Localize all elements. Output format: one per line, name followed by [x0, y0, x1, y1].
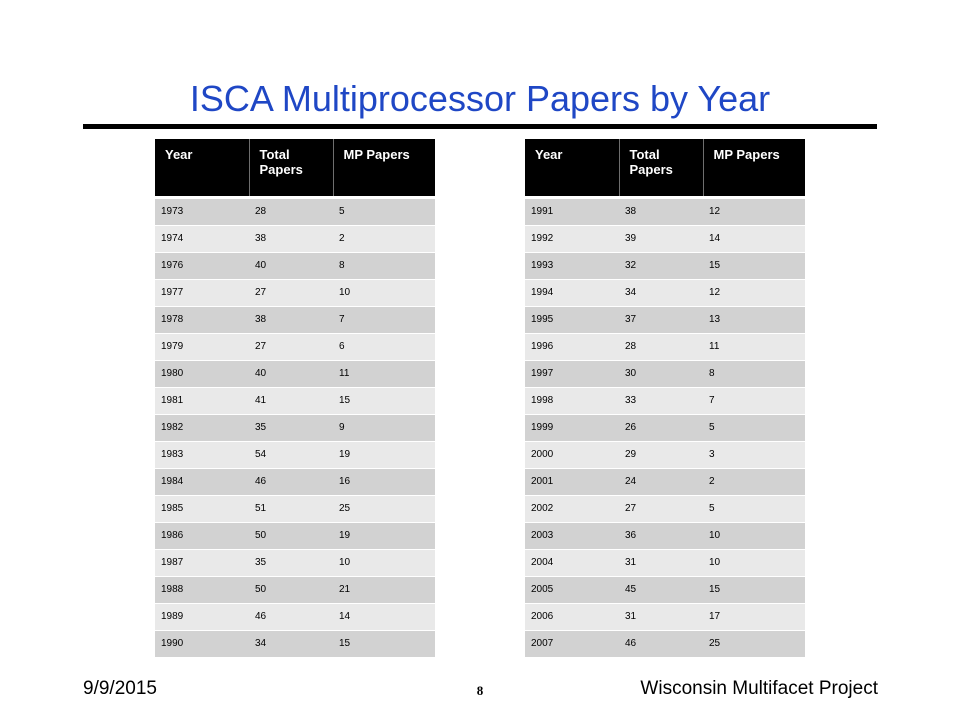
cell-mp-papers: 2 [703, 468, 805, 495]
cell-mp-papers: 5 [703, 495, 805, 522]
papers-table-1973-1990 [155, 139, 435, 657]
table-row [525, 630, 805, 657]
cell-mp-papers: 14 [703, 225, 805, 252]
cell-total-papers: 24 [619, 468, 703, 495]
table-row [525, 549, 805, 576]
cell-total-papers: 46 [249, 468, 333, 495]
table-body [525, 196, 805, 657]
cell-mp-papers: 10 [333, 549, 435, 576]
cell-mp-papers: 10 [703, 522, 805, 549]
cell-year: 2000 [525, 441, 619, 468]
cell-mp-papers: 25 [333, 495, 435, 522]
cell-year: 2002 [525, 495, 619, 522]
table-row [155, 387, 435, 414]
table-row [155, 306, 435, 333]
table-row [525, 360, 805, 387]
cell-mp-papers: 19 [333, 441, 435, 468]
cell-total-papers: 26 [619, 414, 703, 441]
cell-mp-papers: 10 [333, 279, 435, 306]
table-row [525, 468, 805, 495]
cell-year: 1979 [155, 333, 249, 360]
cell-total-papers: 40 [249, 252, 333, 279]
table-body [155, 196, 435, 657]
cell-year: 1995 [525, 306, 619, 333]
table-row [525, 279, 805, 306]
cell-total-papers: 27 [249, 279, 333, 306]
table-row [155, 495, 435, 522]
cell-mp-papers: 8 [333, 252, 435, 279]
cell-total-papers: 27 [249, 333, 333, 360]
cell-year: 1980 [155, 360, 249, 387]
cell-year: 1987 [155, 549, 249, 576]
table-row [155, 549, 435, 576]
table-row [525, 387, 805, 414]
cell-mp-papers: 15 [703, 252, 805, 279]
cell-year: 1997 [525, 360, 619, 387]
cell-mp-papers: 3 [703, 441, 805, 468]
cell-year: 1999 [525, 414, 619, 441]
header-total-papers: Total Papers [249, 139, 333, 196]
header-year: Year [155, 139, 249, 196]
cell-year: 1996 [525, 333, 619, 360]
cell-total-papers: 50 [249, 522, 333, 549]
cell-total-papers: 35 [249, 414, 333, 441]
cell-total-papers: 38 [249, 225, 333, 252]
cell-mp-papers: 21 [333, 576, 435, 603]
cell-total-papers: 37 [619, 306, 703, 333]
footer-project-name: Wisconsin Multifacet Project [640, 678, 878, 699]
table-row [155, 441, 435, 468]
header-year: Year [525, 139, 619, 196]
table-row [525, 198, 805, 225]
cell-total-papers: 33 [619, 387, 703, 414]
cell-year: 2005 [525, 576, 619, 603]
cell-mp-papers: 9 [333, 414, 435, 441]
cell-total-papers: 50 [249, 576, 333, 603]
cell-total-papers: 31 [619, 603, 703, 630]
cell-year: 2007 [525, 630, 619, 657]
cell-total-papers: 28 [249, 198, 333, 225]
title-underline [83, 124, 877, 129]
table-row [155, 252, 435, 279]
cell-total-papers: 41 [249, 387, 333, 414]
cell-year: 1982 [155, 414, 249, 441]
cell-mp-papers: 12 [703, 198, 805, 225]
cell-year: 2003 [525, 522, 619, 549]
cell-total-papers: 36 [619, 522, 703, 549]
cell-year: 2004 [525, 549, 619, 576]
cell-year: 1989 [155, 603, 249, 630]
cell-total-papers: 46 [249, 603, 333, 630]
cell-year: 1986 [155, 522, 249, 549]
cell-year: 1993 [525, 252, 619, 279]
table-row [525, 333, 805, 360]
cell-total-papers: 34 [619, 279, 703, 306]
table-row [155, 603, 435, 630]
cell-total-papers: 32 [619, 252, 703, 279]
cell-mp-papers: 2 [333, 225, 435, 252]
cell-year: 1998 [525, 387, 619, 414]
table-header-row [155, 139, 435, 196]
table-row [525, 522, 805, 549]
cell-mp-papers: 5 [703, 414, 805, 441]
cell-mp-papers: 15 [333, 630, 435, 657]
cell-mp-papers: 15 [703, 576, 805, 603]
papers-table-1991-2007 [525, 139, 805, 657]
cell-total-papers: 54 [249, 441, 333, 468]
slide-title: ISCA Multiprocessor Papers by Year [189, 78, 771, 119]
cell-year: 1991 [525, 198, 619, 225]
cell-mp-papers: 16 [333, 468, 435, 495]
cell-year: 1992 [525, 225, 619, 252]
cell-mp-papers: 17 [703, 603, 805, 630]
cell-mp-papers: 7 [703, 387, 805, 414]
table-row [525, 414, 805, 441]
table-row [155, 225, 435, 252]
table-row [155, 522, 435, 549]
cell-total-papers: 34 [249, 630, 333, 657]
table-row [525, 225, 805, 252]
cell-year: 1976 [155, 252, 249, 279]
table-row [155, 468, 435, 495]
cell-year: 1994 [525, 279, 619, 306]
cell-mp-papers: 14 [333, 603, 435, 630]
cell-year: 1985 [155, 495, 249, 522]
cell-mp-papers: 8 [703, 360, 805, 387]
cell-total-papers: 38 [619, 198, 703, 225]
cell-total-papers: 31 [619, 549, 703, 576]
cell-year: 1990 [155, 630, 249, 657]
page-number: 8 [476, 683, 484, 698]
cell-mp-papers: 12 [703, 279, 805, 306]
cell-mp-papers: 6 [333, 333, 435, 360]
cell-mp-papers: 19 [333, 522, 435, 549]
cell-total-papers: 51 [249, 495, 333, 522]
table-row [525, 576, 805, 603]
cell-total-papers: 45 [619, 576, 703, 603]
table-row [155, 576, 435, 603]
cell-total-papers: 29 [619, 441, 703, 468]
cell-total-papers: 27 [619, 495, 703, 522]
table-row [155, 630, 435, 657]
cell-mp-papers: 11 [333, 360, 435, 387]
cell-mp-papers: 5 [333, 198, 435, 225]
cell-year: 1988 [155, 576, 249, 603]
table-row [155, 333, 435, 360]
cell-mp-papers: 10 [703, 549, 805, 576]
table-row [525, 603, 805, 630]
table-row [155, 414, 435, 441]
header-total-papers: Total Papers [619, 139, 703, 196]
cell-mp-papers: 11 [703, 333, 805, 360]
cell-mp-papers: 25 [703, 630, 805, 657]
cell-year: 1981 [155, 387, 249, 414]
header-mp-papers: MP Papers [703, 139, 805, 196]
cell-year: 1974 [155, 225, 249, 252]
table-row [525, 252, 805, 279]
table-header-row [525, 139, 805, 196]
footer-date: 9/9/2015 [83, 678, 157, 699]
cell-year: 2006 [525, 603, 619, 630]
table-row [525, 495, 805, 522]
cell-total-papers: 28 [619, 333, 703, 360]
cell-total-papers: 38 [249, 306, 333, 333]
header-mp-papers: MP Papers [333, 139, 435, 196]
table-row [525, 441, 805, 468]
cell-year: 1977 [155, 279, 249, 306]
table-row [525, 306, 805, 333]
cell-mp-papers: 13 [703, 306, 805, 333]
cell-total-papers: 40 [249, 360, 333, 387]
cell-year: 1973 [155, 198, 249, 225]
cell-year: 1978 [155, 306, 249, 333]
cell-mp-papers: 7 [333, 306, 435, 333]
cell-year: 2001 [525, 468, 619, 495]
cell-year: 1983 [155, 441, 249, 468]
table-row [155, 279, 435, 306]
cell-year: 1984 [155, 468, 249, 495]
table-row [155, 360, 435, 387]
cell-total-papers: 30 [619, 360, 703, 387]
cell-total-papers: 35 [249, 549, 333, 576]
cell-mp-papers: 15 [333, 387, 435, 414]
table-row [155, 198, 435, 225]
cell-total-papers: 46 [619, 630, 703, 657]
cell-total-papers: 39 [619, 225, 703, 252]
